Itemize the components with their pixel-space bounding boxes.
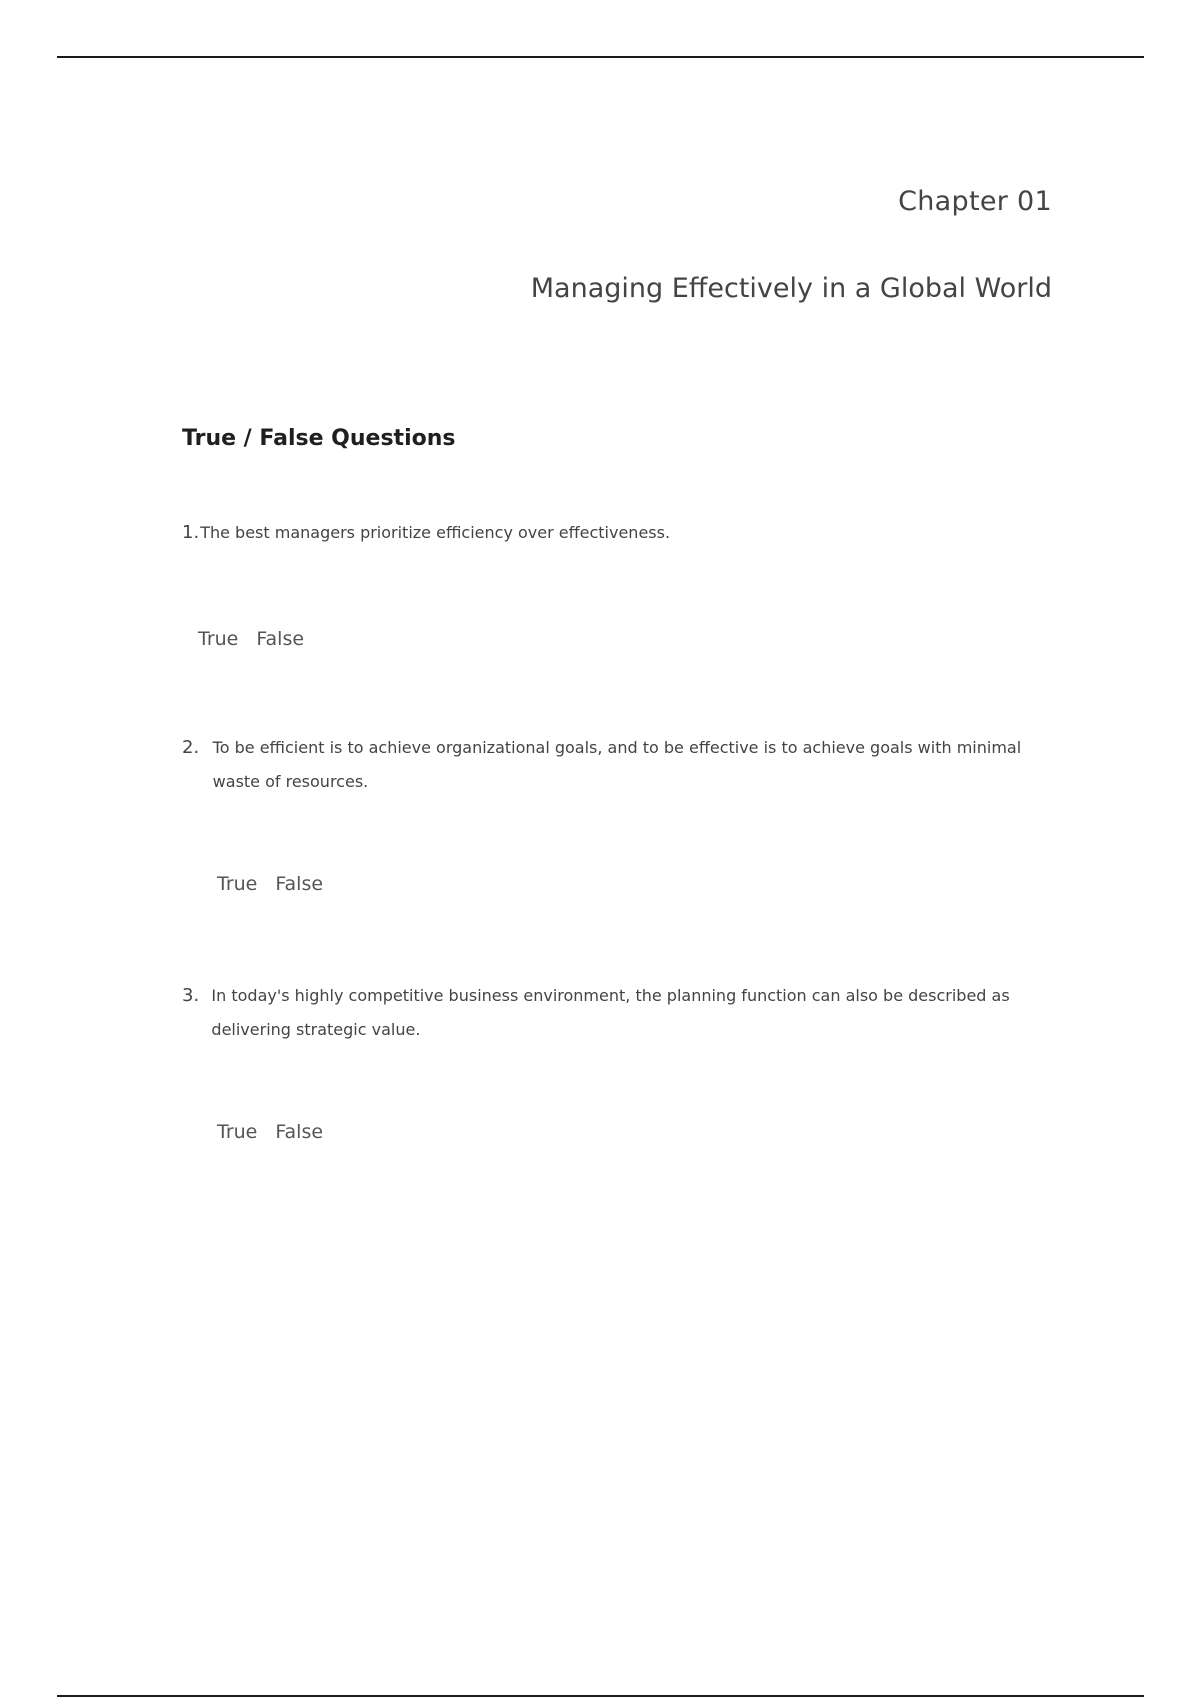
answer-true[interactable]: True <box>198 628 239 650</box>
top-rule <box>57 56 1144 58</box>
question-text: The best managers prioritize efficiency over effectiveness. <box>200 523 671 542</box>
chapter-title: Managing Effectively in a Global World <box>530 273 1052 304</box>
bottom-rule <box>57 1695 1144 1697</box>
answer-false[interactable]: False <box>275 873 324 895</box>
answer-true[interactable]: True <box>217 1121 258 1143</box>
answer-true[interactable]: True <box>217 873 258 895</box>
answer-false[interactable]: False <box>256 628 305 650</box>
question-text: In today's highly competitive business environment, the planning function can also be described as delivering strategic value. <box>211 986 1010 1039</box>
answer-false[interactable]: False <box>275 1121 324 1143</box>
question-text: To be efficient is to achieve organizational goals, and to be effective is to achieve goals with minimal waste of resources. <box>212 738 1022 791</box>
question-row <box>182 979 1062 1047</box>
question-row <box>182 731 1062 799</box>
question-1 <box>182 516 1062 650</box>
question-2 <box>182 731 1062 895</box>
question-number: 2. <box>182 737 200 758</box>
chapter-header <box>531 186 1052 304</box>
answer-options <box>217 1121 1062 1143</box>
answer-options <box>217 873 1062 895</box>
question-row <box>182 516 1062 550</box>
section-heading: True / False Questions <box>182 426 456 451</box>
answer-options <box>198 628 1062 650</box>
question-3 <box>182 979 1062 1143</box>
question-number: 3. <box>182 985 200 1006</box>
question-number: 1. <box>182 522 200 543</box>
chapter-number: Chapter 01 <box>898 186 1052 217</box>
